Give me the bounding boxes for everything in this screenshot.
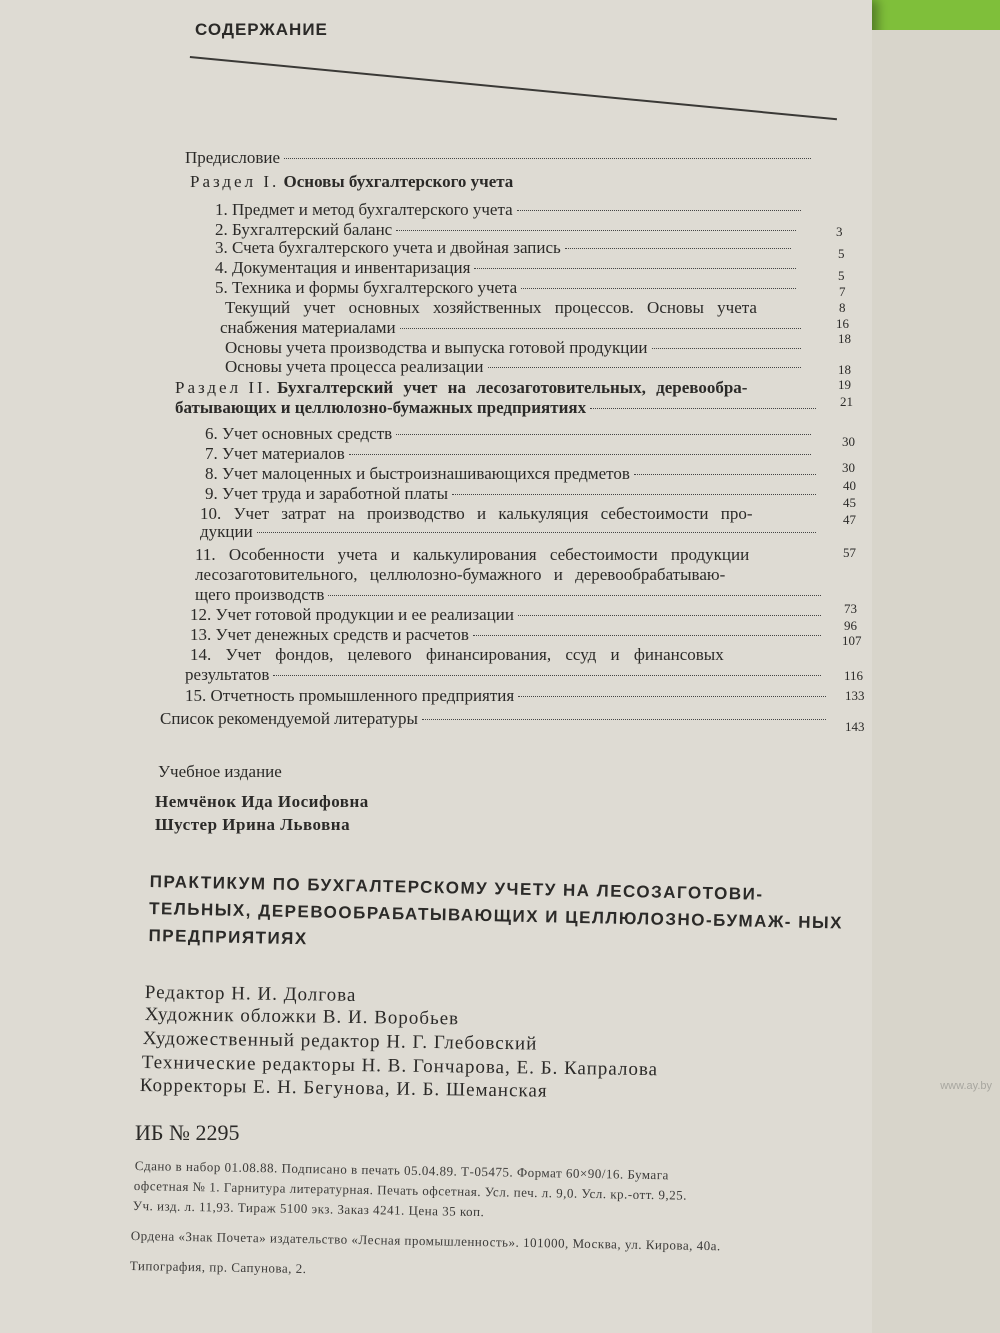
toc-section-2: Раздел II. Бухгалтерский учет на лесозаготовительных, деревообра- [175,378,748,397]
toc-item: 2. Бухгалтерский баланс [215,220,800,242]
page-number: 143 [845,719,865,734]
credit-line: Корректоры Е. Н. Бегунова, И. Б. Шеманская [139,1075,548,1102]
adjacent-page [872,30,1000,1333]
toc-item: 6. Учет основных средств [205,424,815,446]
author-name: Немчёнок Ида Иосифовна [155,792,369,811]
toc-preface: Предисловие [185,148,815,170]
toc-item: снабжения материалами [220,318,805,340]
page-number: 21 [840,394,853,409]
contents-header: СОДЕРЖАНИЕ [195,20,328,39]
page-number: 96 [844,618,857,633]
page-number: 57 [843,545,856,560]
toc-item: Основы учета процесса реализации [225,357,805,379]
credit-line: Художник обложки В. И. Воробьев [144,1004,460,1030]
imprint-line: офсетная № 1. Гарнитура литературная. Печать офсетная. Усл. печ. л. 9,0. Усл. кр.-отт. 9,25. [133,1178,688,1203]
page-number: 16 [836,316,849,331]
page-number: 3 [836,224,843,239]
author-name: Шустер Ирина Львовна [155,815,351,834]
toc-item: 1. Предмет и метод бухгалтерского учета [215,200,805,222]
toc-item: 10. Учет затрат на производство и калькуляция себестоимости про- [200,504,753,523]
page-number: 18 [838,362,851,377]
ib-number: ИБ № 2295 [135,1120,240,1145]
edition-type: Учебное издание [158,762,282,781]
page-number: 133 [845,688,865,703]
book-title: ПРАКТИКУМ ПО БУХГАЛТЕРСКОМУ УЧЕТУ НА ЛЕСОЗАГОТОВИ- ТЕЛЬНЫХ, ДЕРЕВООБРАБАТЫВАЮЩИХ И ЦЕЛЛЮЛОЗНО-БУМАЖ- НЫХ ПРЕДПРИЯТИЯХ [148,871,844,949]
page-number: 30 [842,460,855,475]
page-number: 5 [838,268,845,283]
page-number: 7 [839,284,846,299]
page-number: 5 [838,246,845,261]
page-number: 8 [839,300,846,315]
imprint-line: Уч. изд. л. 11,93. Тираж 5100 экз. Заказ 4241. Цена 35 коп. [132,1198,485,1220]
page-number: 107 [842,633,862,648]
page-number: 18 [838,331,851,346]
toc-item: лесозаготовительного, целлюлозно-бумажного и деревообрабатываю- [195,565,726,584]
credit-line: Художественный редактор Н. Г. Глебовский [142,1028,538,1055]
credit-line: Редактор Н. И. Долгова [144,982,357,1006]
toc-item: Текущий учет основных хозяйственных процессов. Основы учета [225,298,757,317]
imprint-line: Типография, пр. Сапунова, 2. [129,1258,307,1277]
toc-item: 12. Учет готовой продукции и ее реализации [190,605,825,627]
toc-item: щего производств [195,585,825,607]
imprint-line: Ордена «Знак Почета» издательство «Лесная промышленность». 101000, Москва, ул. Кирова, 40а. [130,1228,721,1254]
toc-section-1: Раздел I. Основы бухгалтерского учета [190,172,514,191]
toc-item: 13. Учет денежных средств и расчетов [190,625,825,647]
toc-item: 9. Учет труда и заработной платы [205,484,820,506]
toc-item: 7. Учет материалов [205,444,815,466]
toc-item: 4. Документация и инвентаризация [215,258,800,280]
page-number: 30 [842,434,855,449]
page-number: 73 [844,601,857,616]
toc-item: Основы учета производства и выпуска готовой продукции [225,338,805,360]
toc-item: дукции [200,522,820,544]
toc-item: 15. Отчетность промышленного предприятия [185,686,830,708]
toc-item: 5. Техника и формы бухгалтерского учета [215,278,800,300]
page-number: 45 [843,495,856,510]
toc-section-2-cont: батывающих и целлюлозно-бумажных предприятиях [175,398,820,420]
page-number: 40 [843,478,856,493]
page-number: 47 [843,512,856,527]
toc-item: 14. Учет фондов, целевого финансирования, ссуд и финансовых [190,645,724,664]
header-rule [190,56,837,120]
page-number: 116 [844,668,864,683]
site-watermark: www.ay.by [940,1080,992,1092]
credit-line: Технические редакторы Н. В. Гончарова, Е. Б. Капралова [141,1052,659,1081]
page-number: 19 [838,377,851,392]
toc-item: 11. Особенности учета и калькулирования себестоимости продукции [195,545,750,564]
toc-item: результатов [185,665,825,687]
toc-item: 3. Счета бухгалтерского учета и двойная запись [215,238,795,260]
toc-item: Список рекомендуемой литературы [160,709,830,731]
toc-item: 8. Учет малоценных и быстроизнашивающихся предметов [205,464,820,486]
imprint-line: Сдано в набор 01.08.88. Подписано в печать 05.04.89. Т-05475. Формат 60×90/16. Бумага [134,1158,670,1183]
